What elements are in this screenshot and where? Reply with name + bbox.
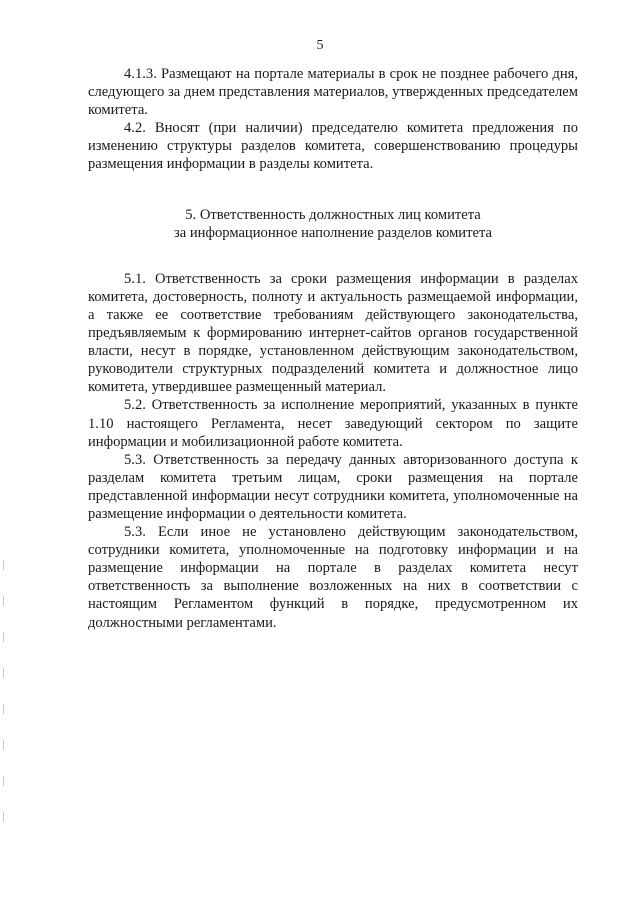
paragraph-4-2: 4.2. Вносят (при наличии) председателю комитета предложения по изменению структуры разделов комитета, совершенствованию процедуры размещения информации в разделы комитета. (88, 120, 578, 173)
scan-mark (3, 596, 4, 606)
paragraph-4-1-3: 4.1.3. Размещают на портале материалы в срок не позднее рабочего дня, следующего за днем представления материалов, утвержденных председателем комитета. (88, 66, 578, 119)
page-number: 5 (316, 38, 324, 53)
paragraph-5-2: 5.2. Ответственность за исполнение мероприятий, указанных в пункте 1.10 настоящего Регламента, несет заведующий сектором по защите информации и мобилизационной работе комитета. (88, 397, 578, 450)
scan-mark (3, 668, 4, 678)
scan-mark (3, 740, 4, 750)
scan-mark (3, 776, 4, 786)
scan-margin-marks (3, 560, 5, 860)
scan-mark (3, 560, 4, 570)
scan-mark (3, 812, 4, 822)
scan-mark (3, 632, 4, 642)
paragraph-5-3-b: 5.3. Если иное не установлено действующим законодательством, сотрудники комитета, уполномоченные на подготовку информации и на размещение информации на портале в разделах комитета несут ответственность за выполнение возложенных на них в соответствии с настоящим Регламентом функций в порядке, предусмотренном их должностными регламентами. (88, 524, 578, 631)
scan-mark (3, 704, 4, 714)
paragraph-5-1: 5.1. Ответственность за сроки размещения информации в разделах комитета, достоверность, полноту и актуальность размещаемой информации, а также ее соответствие требованиям действующего законодательства, предъявляемым к формированию интернет-сайтов органов государственной власти, несут в порядке, установленном действующим законодательством, руководители структурных подразделений комитета и должностное лицо комитета, утвердившее размещенный материал. (88, 270, 578, 396)
section-heading-line-2: за информационное наполнение разделов комитета (173, 224, 492, 241)
section-heading (88, 206, 578, 242)
section-heading-line-1: 5. Ответственность должностных лиц комитета (185, 206, 481, 223)
paragraph-5-3-a: 5.3. Ответственность за передачу данных авторизованного доступа к разделам комитета третьим лицам, сроки размещения на портале представленной информации несут сотрудники комитета, уполномоченные на размещение информации о деятельности комитета. (88, 451, 578, 522)
document-body (88, 65, 578, 632)
